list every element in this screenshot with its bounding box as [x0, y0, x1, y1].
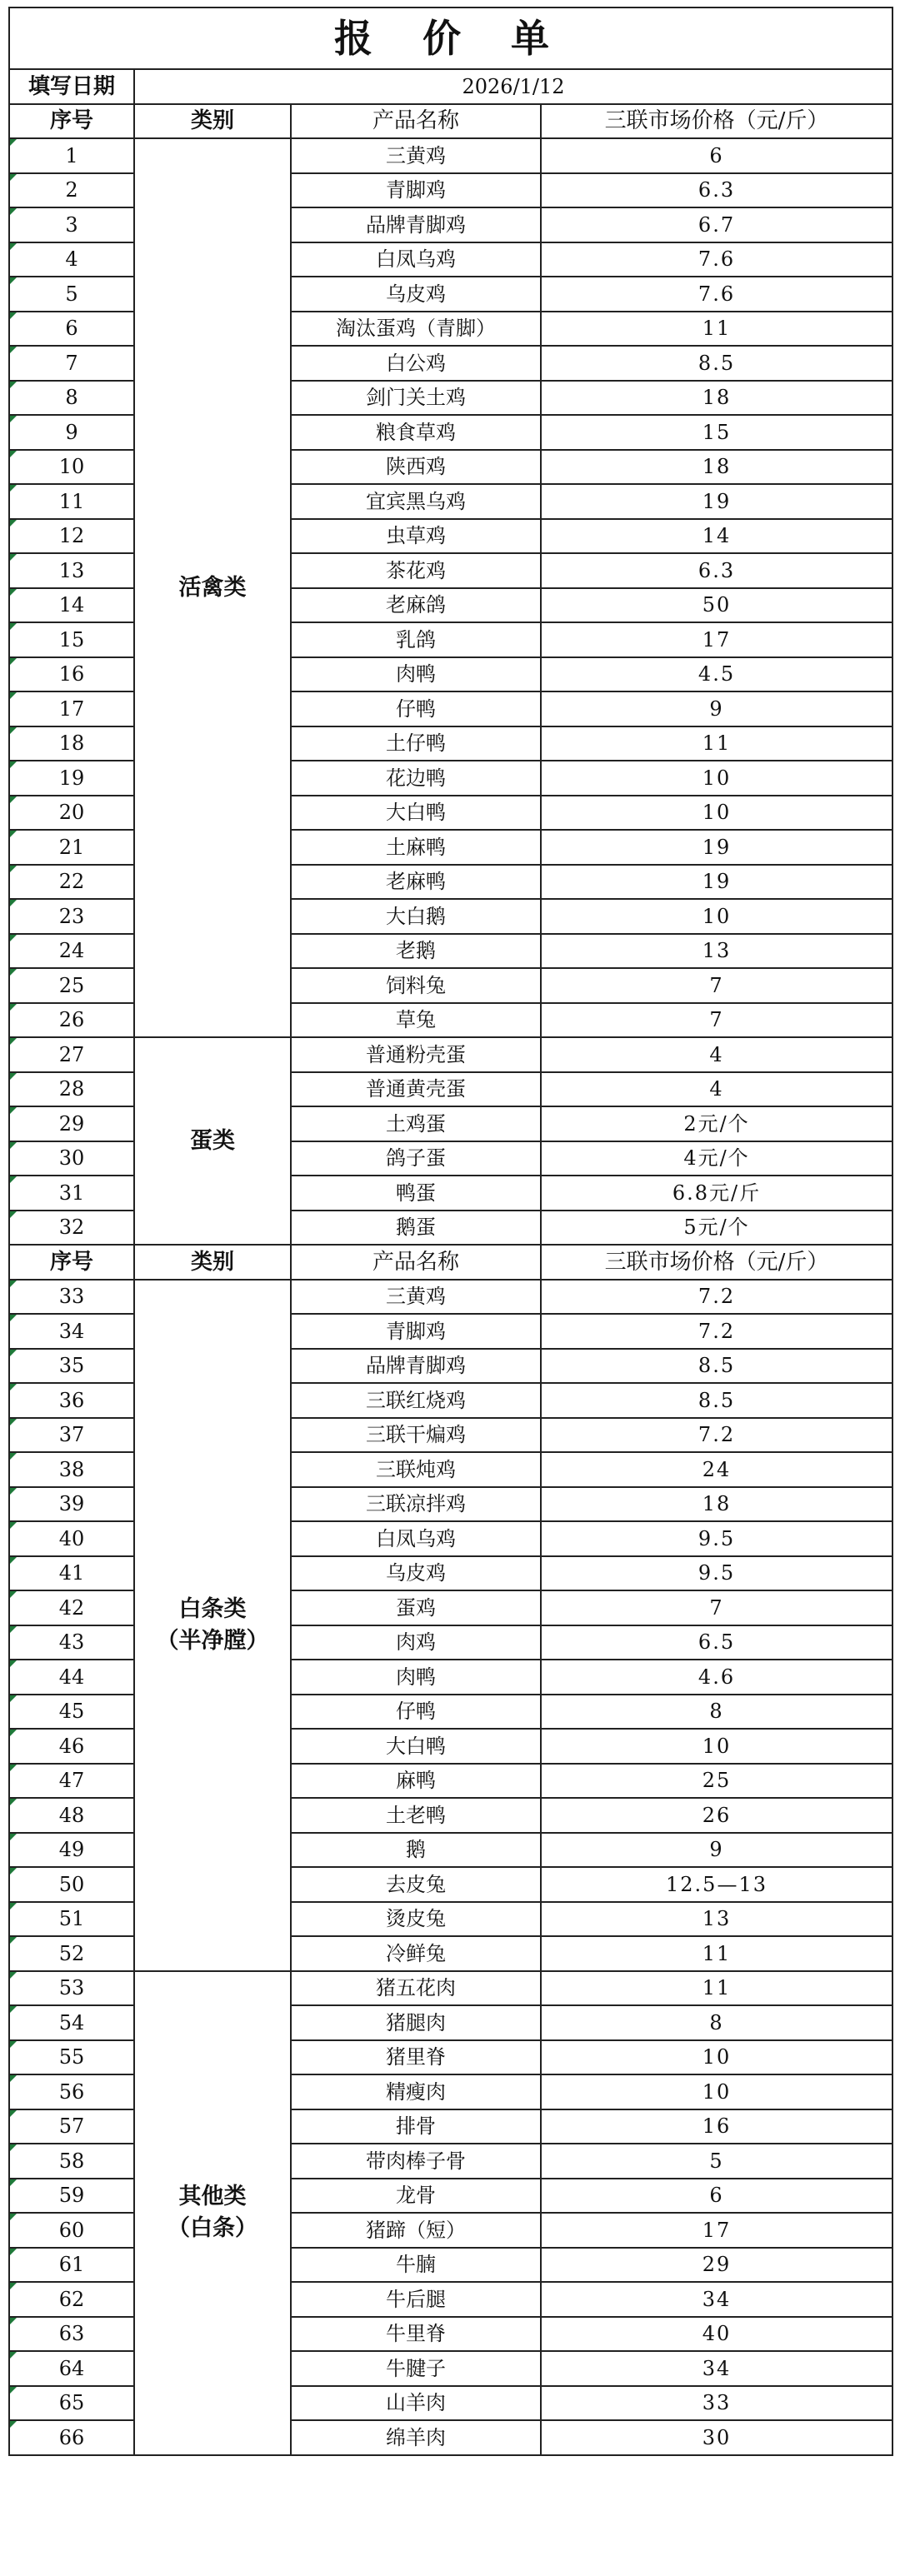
header-row	[9, 104, 892, 139]
product-name: 三联凉拌鸡	[291, 1487, 541, 1522]
row-seq: 25	[9, 968, 134, 1003]
product-name: 烫皮兔	[291, 1902, 541, 1937]
table-row	[9, 1971, 892, 2006]
row-seq: 9	[9, 415, 134, 450]
product-price: 4.6	[541, 1660, 892, 1695]
product-name: 去皮兔	[291, 1867, 541, 1902]
row-seq: 26	[9, 1003, 134, 1038]
product-price: 6.5	[541, 1625, 892, 1660]
product-price: 8	[541, 1695, 892, 1730]
row-seq: 65	[9, 2386, 134, 2421]
product-name: 三联红烧鸡	[291, 1383, 541, 1418]
product-name: 牛腱子	[291, 2351, 541, 2386]
row-seq: 60	[9, 2213, 134, 2248]
product-name: 草兔	[291, 1003, 541, 1038]
product-name: 三黄鸡	[291, 1280, 541, 1315]
product-name: 大白鸭	[291, 796, 541, 831]
product-name: 山羊肉	[291, 2386, 541, 2421]
product-price: 14	[541, 519, 892, 554]
product-price: 17	[541, 622, 892, 657]
row-seq: 46	[9, 1729, 134, 1764]
product-name: 猪里脊	[291, 2040, 541, 2075]
product-price: 13	[541, 934, 892, 969]
product-price: 5	[541, 2144, 892, 2179]
product-price: 10	[541, 2040, 892, 2075]
product-price: 10	[541, 796, 892, 831]
row-seq: 51	[9, 1902, 134, 1937]
table-row	[9, 138, 892, 173]
date-row	[9, 69, 892, 104]
header-category: 类别	[134, 1245, 291, 1280]
product-name: 老鹅	[291, 934, 541, 969]
product-price: 5元/个	[541, 1211, 892, 1246]
product-name: 精瘦肉	[291, 2074, 541, 2109]
product-name: 淘汰蛋鸡（青脚）	[291, 312, 541, 347]
row-seq: 10	[9, 450, 134, 485]
product-price: 7.2	[541, 1418, 892, 1453]
row-seq: 30	[9, 1141, 134, 1176]
product-price: 6.3	[541, 173, 892, 208]
product-price: 26	[541, 1798, 892, 1833]
product-name: 青脚鸡	[291, 1314, 541, 1349]
product-price: 10	[541, 761, 892, 796]
product-price: 2元/个	[541, 1106, 892, 1141]
header-seq: 序号	[9, 104, 134, 139]
row-seq: 27	[9, 1037, 134, 1072]
product-price: 6	[541, 2179, 892, 2214]
product-price: 50	[541, 588, 892, 623]
price-table	[8, 7, 893, 2456]
product-name: 带肉棒子骨	[291, 2144, 541, 2179]
category-cell	[134, 138, 291, 1037]
product-name: 饲料兔	[291, 968, 541, 1003]
product-name: 大白鹅	[291, 899, 541, 934]
product-price: 7.6	[541, 242, 892, 277]
product-price: 6.7	[541, 207, 892, 242]
category-label: 其他类	[178, 2184, 247, 2210]
row-seq: 22	[9, 865, 134, 900]
row-seq: 11	[9, 484, 134, 519]
product-price: 6	[541, 138, 892, 173]
product-name: 粮食草鸡	[291, 415, 541, 450]
product-price: 18	[541, 381, 892, 416]
category-label: 白条类	[178, 1595, 247, 1622]
table-row	[9, 1280, 892, 1315]
row-seq: 57	[9, 2109, 134, 2144]
table-row	[9, 1037, 892, 1072]
row-seq: 28	[9, 1072, 134, 1107]
row-seq: 53	[9, 1971, 134, 2006]
date-label: 填写日期	[9, 69, 134, 104]
product-price: 17	[541, 2213, 892, 2248]
row-seq: 44	[9, 1660, 134, 1695]
row-seq: 59	[9, 2179, 134, 2214]
product-price: 8	[541, 2005, 892, 2040]
row-seq: 6	[9, 312, 134, 347]
product-name: 龙骨	[291, 2179, 541, 2214]
product-price: 10	[541, 899, 892, 934]
row-seq: 21	[9, 830, 134, 865]
product-name: 白凤乌鸡	[291, 242, 541, 277]
row-seq: 50	[9, 1867, 134, 1902]
product-name: 牛腩	[291, 2248, 541, 2283]
product-price: 13	[541, 1902, 892, 1937]
product-name: 普通粉壳蛋	[291, 1037, 541, 1072]
row-seq: 12	[9, 519, 134, 554]
product-price: 9	[541, 691, 892, 726]
header-category: 类别	[134, 104, 291, 139]
row-seq: 24	[9, 934, 134, 969]
product-price: 40	[541, 2317, 892, 2352]
product-name: 绵羊肉	[291, 2420, 541, 2455]
row-seq: 31	[9, 1176, 134, 1211]
product-price: 34	[541, 2282, 892, 2317]
product-name: 牛后腿	[291, 2282, 541, 2317]
header-price: 三联市场价格（元/斤）	[541, 104, 892, 139]
product-name: 鸽子蛋	[291, 1141, 541, 1176]
row-seq: 48	[9, 1798, 134, 1833]
product-price: 6.3	[541, 553, 892, 588]
category-cell	[134, 1280, 291, 1971]
product-price: 16	[541, 2109, 892, 2144]
row-seq: 36	[9, 1383, 134, 1418]
category-label: 蛋类	[190, 1127, 235, 1154]
product-name: 老麻鸽	[291, 588, 541, 623]
row-seq: 41	[9, 1556, 134, 1591]
product-name: 老麻鸭	[291, 865, 541, 900]
category-cell	[134, 1971, 291, 2455]
product-name: 土老鸭	[291, 1798, 541, 1833]
product-price: 7.2	[541, 1314, 892, 1349]
product-price: 25	[541, 1764, 892, 1799]
row-seq: 52	[9, 1936, 134, 1971]
product-price: 7.2	[541, 1280, 892, 1315]
row-seq: 42	[9, 1590, 134, 1625]
product-name: 肉鸭	[291, 1660, 541, 1695]
product-price: 24	[541, 1452, 892, 1487]
product-price: 4元/个	[541, 1141, 892, 1176]
product-name: 麻鸭	[291, 1764, 541, 1799]
product-price: 7	[541, 1590, 892, 1625]
product-name: 白公鸡	[291, 346, 541, 381]
product-price: 11	[541, 1936, 892, 1971]
product-name: 肉鸡	[291, 1625, 541, 1660]
row-seq: 61	[9, 2248, 134, 2283]
row-seq: 64	[9, 2351, 134, 2386]
row-seq: 45	[9, 1695, 134, 1730]
product-name: 茶花鸡	[291, 553, 541, 588]
product-price: 6.8元/斤	[541, 1176, 892, 1211]
product-name: 陕西鸡	[291, 450, 541, 485]
product-name: 猪蹄（短）	[291, 2213, 541, 2248]
row-seq: 16	[9, 657, 134, 692]
product-price: 10	[541, 2074, 892, 2109]
category-cell	[134, 1037, 291, 1245]
product-name: 土鸡蛋	[291, 1106, 541, 1141]
product-name: 鸭蛋	[291, 1176, 541, 1211]
product-price: 8.5	[541, 1349, 892, 1384]
product-name: 鹅	[291, 1833, 541, 1868]
row-seq: 4	[9, 242, 134, 277]
row-seq: 7	[9, 346, 134, 381]
row-seq: 15	[9, 622, 134, 657]
product-name: 三联炖鸡	[291, 1452, 541, 1487]
product-price: 9.5	[541, 1521, 892, 1556]
date-value: 2026/1/12	[134, 69, 892, 104]
product-name: 猪腿肉	[291, 2005, 541, 2040]
row-seq: 20	[9, 796, 134, 831]
header-price: 三联市场价格（元/斤）	[541, 1245, 892, 1280]
product-name: 普通黄壳蛋	[291, 1072, 541, 1107]
product-name: 三黄鸡	[291, 138, 541, 173]
row-seq: 63	[9, 2317, 134, 2352]
row-seq: 18	[9, 726, 134, 761]
row-seq: 17	[9, 691, 134, 726]
product-price: 30	[541, 2420, 892, 2455]
product-name: 品牌青脚鸡	[291, 1349, 541, 1384]
header-product: 产品名称	[291, 104, 541, 139]
product-price: 7	[541, 1003, 892, 1038]
row-seq: 19	[9, 761, 134, 796]
title-row	[9, 7, 892, 69]
row-seq: 56	[9, 2074, 134, 2109]
category-label: 活禽类	[178, 574, 247, 601]
product-name: 青脚鸡	[291, 173, 541, 208]
product-name: 宜宾黑乌鸡	[291, 484, 541, 519]
price-sheet	[8, 7, 892, 2456]
product-price: 7.6	[541, 277, 892, 312]
product-name: 白凤乌鸡	[291, 1521, 541, 1556]
product-price: 11	[541, 312, 892, 347]
header-product: 产品名称	[291, 1245, 541, 1280]
row-seq: 32	[9, 1211, 134, 1246]
product-name: 排骨	[291, 2109, 541, 2144]
product-price: 12.5—13	[541, 1867, 892, 1902]
row-seq: 54	[9, 2005, 134, 2040]
row-seq: 8	[9, 381, 134, 416]
product-price: 7	[541, 968, 892, 1003]
product-price: 8.5	[541, 346, 892, 381]
row-seq: 34	[9, 1314, 134, 1349]
product-name: 乌皮鸡	[291, 277, 541, 312]
product-price: 10	[541, 1729, 892, 1764]
product-name: 蛋鸡	[291, 1590, 541, 1625]
product-name: 三联干煸鸡	[291, 1418, 541, 1453]
row-seq: 37	[9, 1418, 134, 1453]
header-seq: 序号	[9, 1245, 134, 1280]
product-price: 34	[541, 2351, 892, 2386]
product-name: 品牌青脚鸡	[291, 207, 541, 242]
product-price: 11	[541, 726, 892, 761]
product-name: 乌皮鸡	[291, 1556, 541, 1591]
row-seq: 35	[9, 1349, 134, 1384]
product-name: 冷鲜兔	[291, 1936, 541, 1971]
row-seq: 23	[9, 899, 134, 934]
row-seq: 55	[9, 2040, 134, 2075]
product-price: 11	[541, 1971, 892, 2006]
row-seq: 49	[9, 1833, 134, 1868]
product-price: 9.5	[541, 1556, 892, 1591]
product-name: 乳鸽	[291, 622, 541, 657]
page-title: 报 价 单	[9, 7, 892, 69]
row-seq: 33	[9, 1280, 134, 1315]
category-sublabel: （半净膛）	[156, 1627, 269, 1654]
price-table-body	[9, 7, 892, 2455]
product-price: 4	[541, 1072, 892, 1107]
product-name: 鹅蛋	[291, 1211, 541, 1246]
product-price: 18	[541, 450, 892, 485]
category-sublabel: （白条）	[168, 2215, 258, 2241]
row-seq: 40	[9, 1521, 134, 1556]
product-price: 15	[541, 415, 892, 450]
product-name: 仔鸭	[291, 1695, 541, 1730]
row-seq: 47	[9, 1764, 134, 1799]
product-name: 剑门关土鸡	[291, 381, 541, 416]
product-name: 猪五花肉	[291, 1971, 541, 2006]
row-seq: 1	[9, 138, 134, 173]
product-name: 虫草鸡	[291, 519, 541, 554]
product-name: 花边鸭	[291, 761, 541, 796]
row-seq: 5	[9, 277, 134, 312]
row-seq: 3	[9, 207, 134, 242]
product-price: 19	[541, 865, 892, 900]
row-seq: 66	[9, 2420, 134, 2455]
row-seq: 62	[9, 2282, 134, 2317]
product-price: 4	[541, 1037, 892, 1072]
product-price: 8.5	[541, 1383, 892, 1418]
row-seq: 58	[9, 2144, 134, 2179]
product-name: 土仔鸭	[291, 726, 541, 761]
row-seq: 14	[9, 588, 134, 623]
product-price: 19	[541, 830, 892, 865]
row-seq: 38	[9, 1452, 134, 1487]
product-name: 土麻鸭	[291, 830, 541, 865]
row-seq: 13	[9, 553, 134, 588]
row-seq: 39	[9, 1487, 134, 1522]
product-price: 9	[541, 1833, 892, 1868]
product-price: 33	[541, 2386, 892, 2421]
product-price: 29	[541, 2248, 892, 2283]
header-row	[9, 1245, 892, 1280]
product-name: 肉鸭	[291, 657, 541, 692]
product-price: 4.5	[541, 657, 892, 692]
product-price: 19	[541, 484, 892, 519]
product-name: 牛里脊	[291, 2317, 541, 2352]
row-seq: 29	[9, 1106, 134, 1141]
product-price: 18	[541, 1487, 892, 1522]
product-name: 仔鸭	[291, 691, 541, 726]
product-name: 大白鸭	[291, 1729, 541, 1764]
row-seq: 2	[9, 173, 134, 208]
row-seq: 43	[9, 1625, 134, 1660]
